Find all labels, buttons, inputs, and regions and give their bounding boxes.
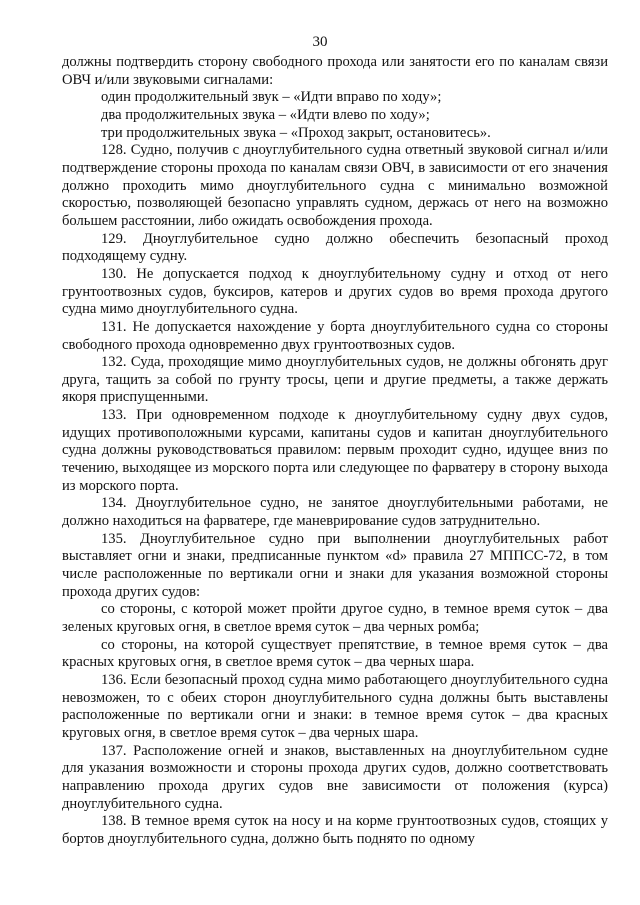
paragraph-138: 138. В темное время суток на носу и на корме грунтоотвозных судов, стоящих у бортов дноуглубительного судна, должно быть поднято по одному: [62, 813, 608, 847]
paragraph-135-free-side: со стороны, с которой может пройти другое судно, в темное время суток – два зеленых круговых огня, в светлое время суток – два черных ромба;: [62, 601, 608, 635]
paragraph-132: 132. Суда, проходящие мимо дноуглубительных судов, не должны обгонять друг друга, тащить за собой по грунту тросы, цепи и другие предметы, а также держать якоря приспущенными.: [62, 354, 608, 406]
signal-item-one-long: один продолжительный звук – «Идти вправо по ходу»;: [101, 89, 442, 106]
paragraph-136: 136. Если безопасный проход судна мимо работающего дноуглубительного судна невозможен, то с обеих сторон дноуглубительного судна должны быть выставлены расположенные по вертикали огни и знаки: в темное время суток – два красных круговых огня, в светлое время суток – два черных шара.: [62, 671, 608, 741]
paragraph-131: 131. Не допускается нахождение у борта дноуглубительного судна со стороны свободного прохода одновременно двух грунтоотвозных судов.: [62, 318, 608, 353]
paragraph-134: 134. Дноуглубительное судно, не занятое дноуглубительными работами, не должно находиться на фарватере, где маневрирование судов затруднительно.: [62, 495, 608, 530]
paragraph-137: 137. Расположение огней и знаков, выставленных на дноуглубительном судне для указания возможности и стороны прохода других судов, должно соответствовать направлению прохода других судов вне зависимости от положения (курса) дноуглубительного судна.: [62, 742, 608, 812]
document-body: [62, 54, 608, 849]
paragraph-135: 135. Дноуглубительное судно при выполнении дноуглубительных работ выставляет огни и знаки, предписанные пунктом «d» правила 27 МППСС-72, в том числе расположенные по вертикали огни и знаки для указания возможной стороны прохода других судов:: [62, 530, 608, 600]
page-number: 30: [312, 34, 328, 50]
paragraph-135-obstructed-side: со стороны, на которой существует препятствие, в темное время суток – два красных круговых огня, в светлое время суток – два черных шара.: [62, 636, 608, 671]
paragraph-128: 128. Судно, получив с дноуглубительного судна ответный звуковой сигнал и/или подтверждение стороны прохода по каналам связи ОВЧ, в зависимости от его значения должно проходить мимо дноуглубительного судна с минимально возможной скоростью, позволяющей безопасно управлять судном, держась от него на возможно большем расстоянии, либо ожидать освобождения прохода.: [62, 142, 608, 229]
signal-item-two-long: два продолжительных звука – «Идти влево по ходу»;: [101, 106, 430, 123]
paragraph-133: 133. При одновременном подходе к дноуглубительному судну двух судов, идущих противоположными курсами, капитаны судов и капитан дноуглубительного судна должны руководствоваться правилом: первым проходит судно, идущее вниз по течению, выходящее из морского порта или следующее по фарватеру в сторону выхода из морского порта.: [62, 407, 608, 494]
paragraph-130: 130. Не допускается подход к дноуглубительному судну и отход от него грунтоотвозных судов, буксиров, катеров и других судов во время прохода другого судна мимо дноуглубительного судна.: [62, 265, 608, 318]
signal-item-three-long: три продолжительных звука – «Проход закрыт, остановитесь».: [101, 124, 491, 141]
paragraph-129: 129. Дноуглубительное судно должно обеспечить безопасный проход подходящему судну.: [62, 230, 608, 265]
paragraph-continuation: должны подтвердить сторону свободного прохода или занятости его по каналам связи ОВЧ и/или звуковыми сигналами:: [62, 54, 608, 88]
